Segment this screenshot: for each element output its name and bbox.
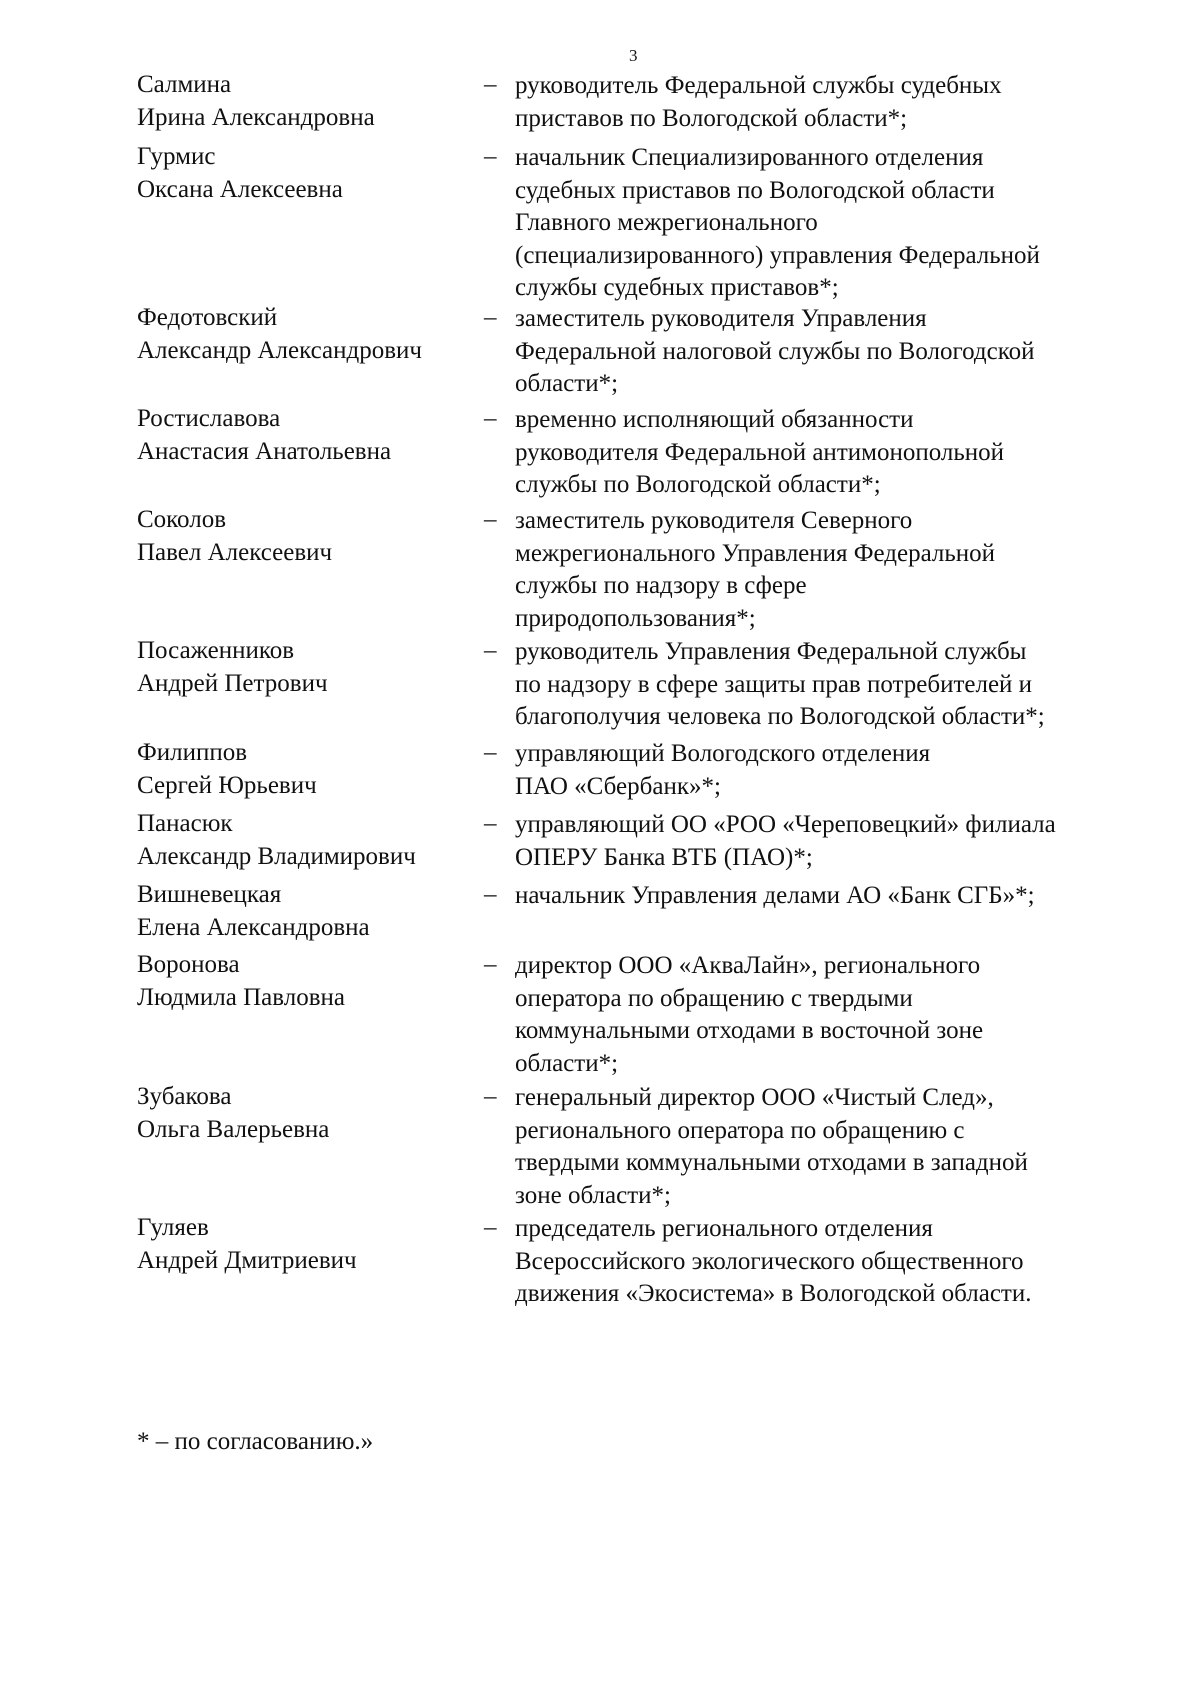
member-given-names: Елена Александровна bbox=[137, 914, 370, 941]
dash-separator: – bbox=[484, 1214, 497, 1241]
member-position bbox=[515, 1213, 1135, 1311]
position-line: руководитель Управления Федеральной службы bbox=[515, 638, 1027, 665]
position-line: временно исполняющий обязанности bbox=[515, 406, 914, 433]
member-name bbox=[137, 807, 477, 873]
member-given-names: Андрей Петрович bbox=[137, 670, 328, 697]
member-position bbox=[515, 809, 1135, 874]
position-line: начальник Специализированного отделения bbox=[515, 144, 984, 171]
dash-separator: – bbox=[484, 405, 497, 432]
dash-separator: – bbox=[484, 1083, 497, 1110]
member-given-names: Александр Александрович bbox=[137, 337, 422, 364]
position-line: Всероссийского экологического общественного bbox=[515, 1247, 1024, 1275]
member-name bbox=[137, 503, 477, 569]
position-line: ПАО «Сбербанк»*; bbox=[515, 772, 721, 800]
member-given-names: Оксана Алексеевна bbox=[137, 176, 343, 203]
dash-separator: – bbox=[484, 810, 497, 837]
position-line: зоне области*; bbox=[515, 1181, 671, 1209]
member-given-names: Павел Алексеевич bbox=[137, 539, 333, 566]
member-surname: Посаженников bbox=[137, 637, 295, 664]
dash-separator: – bbox=[484, 143, 497, 170]
position-line: движения «Экосистема» в Вологодской области. bbox=[515, 1280, 1032, 1307]
position-line: руководителя Федеральной антимонопольной bbox=[515, 438, 1005, 466]
member-name bbox=[137, 736, 477, 802]
member-surname: Гуляев bbox=[137, 1214, 209, 1241]
position-line: начальник Управления делами АО «Банк СГБ»*; bbox=[515, 882, 1035, 909]
footnote: * – по согласованию.» bbox=[137, 1428, 374, 1455]
position-line: Федеральной налоговой службы по Вологодской bbox=[515, 337, 1035, 365]
member-surname: Панасюк bbox=[137, 810, 233, 837]
position-line: ОПЕРУ Банка ВТБ (ПАО)*; bbox=[515, 843, 813, 871]
member-given-names: Сергей Юрьевич bbox=[137, 772, 317, 799]
member-name bbox=[137, 1080, 477, 1146]
member-position bbox=[515, 142, 1135, 305]
member-position bbox=[515, 404, 1135, 502]
position-line: службы по надзору в сфере bbox=[515, 572, 807, 599]
member-name bbox=[137, 878, 477, 944]
position-line: службы судебных приставов*; bbox=[515, 274, 839, 301]
member-surname: Салмина bbox=[137, 71, 232, 98]
dash-separator: – bbox=[484, 506, 497, 533]
position-line: оператора по обращению с твердыми bbox=[515, 984, 913, 1012]
position-line: управляющий Вологодского отделения bbox=[515, 740, 931, 767]
member-given-names: Людмила Павловна bbox=[137, 984, 345, 1011]
dash-separator: – bbox=[484, 637, 497, 664]
member-surname: Соколов bbox=[137, 506, 227, 533]
member-position bbox=[515, 738, 1135, 803]
position-line: (специализированного) управления Федеральной bbox=[515, 241, 1040, 269]
member-name bbox=[137, 140, 477, 206]
position-line: руководитель Федеральной службы судебных bbox=[515, 72, 1002, 99]
member-surname: Ростиславова bbox=[137, 405, 281, 432]
member-name bbox=[137, 68, 477, 134]
position-line: межрегионального Управления Федеральной bbox=[515, 539, 996, 567]
position-line: директор ООО «АкваЛайн», регионального bbox=[515, 952, 981, 979]
member-position bbox=[515, 70, 1135, 135]
member-name bbox=[137, 634, 477, 700]
member-given-names: Анастасия Анатольевна bbox=[137, 438, 392, 465]
position-line: благополучия человека по Вологодской области*; bbox=[515, 703, 1045, 730]
member-position bbox=[515, 303, 1135, 401]
member-given-names: Ольга Валерьевна bbox=[137, 1116, 330, 1143]
position-line: Главного межрегионального bbox=[515, 209, 818, 236]
position-line: заместитель руководителя Управления bbox=[515, 305, 927, 332]
member-position bbox=[515, 880, 1135, 913]
member-name bbox=[137, 1211, 477, 1277]
position-line: приставов по Вологодской области*; bbox=[515, 104, 908, 132]
member-given-names: Александр Владимирович bbox=[137, 843, 416, 870]
member-position bbox=[515, 1082, 1135, 1212]
dash-separator: – bbox=[484, 951, 497, 978]
dash-separator: – bbox=[484, 739, 497, 766]
position-line: по надзору в сфере защиты прав потребителей и bbox=[515, 670, 1033, 698]
member-position bbox=[515, 636, 1135, 734]
member-surname: Зубакова bbox=[137, 1083, 232, 1110]
position-line: регионального оператора по обращению с bbox=[515, 1116, 965, 1144]
position-line: заместитель руководителя Северного bbox=[515, 507, 913, 534]
member-surname: Вишневецкая bbox=[137, 881, 282, 908]
dash-separator: – bbox=[484, 881, 497, 908]
position-line: судебных приставов по Вологодской области bbox=[515, 176, 995, 204]
position-line: природопользования*; bbox=[515, 604, 756, 632]
position-line: области*; bbox=[515, 370, 619, 397]
position-line: генеральный директор ООО «Чистый След», bbox=[515, 1084, 994, 1111]
member-name bbox=[137, 402, 477, 468]
member-position bbox=[515, 505, 1135, 635]
position-line: твердыми коммунальными отходами в западной bbox=[515, 1149, 1028, 1176]
dash-separator: – bbox=[484, 304, 497, 331]
member-surname: Филиппов bbox=[137, 739, 248, 766]
member-name bbox=[137, 948, 477, 1014]
member-given-names: Андрей Дмитриевич bbox=[137, 1247, 357, 1274]
member-surname: Воронова bbox=[137, 951, 240, 978]
member-position bbox=[515, 950, 1135, 1080]
position-line: коммунальными отходами в восточной зоне bbox=[515, 1017, 984, 1044]
member-surname: Гурмис bbox=[137, 143, 216, 170]
member-name bbox=[137, 301, 477, 367]
dash-separator: – bbox=[484, 71, 497, 98]
position-line: службы по Вологодской области*; bbox=[515, 471, 881, 498]
position-line: председатель регионального отделения bbox=[515, 1215, 933, 1242]
position-line: управляющий ОО «РОО «Череповецкий» филиала bbox=[515, 811, 1056, 838]
member-surname: Федотовский bbox=[137, 304, 278, 331]
page-number: 3 bbox=[629, 46, 638, 65]
position-line: области*; bbox=[515, 1049, 619, 1077]
member-given-names: Ирина Александровна bbox=[137, 104, 375, 131]
